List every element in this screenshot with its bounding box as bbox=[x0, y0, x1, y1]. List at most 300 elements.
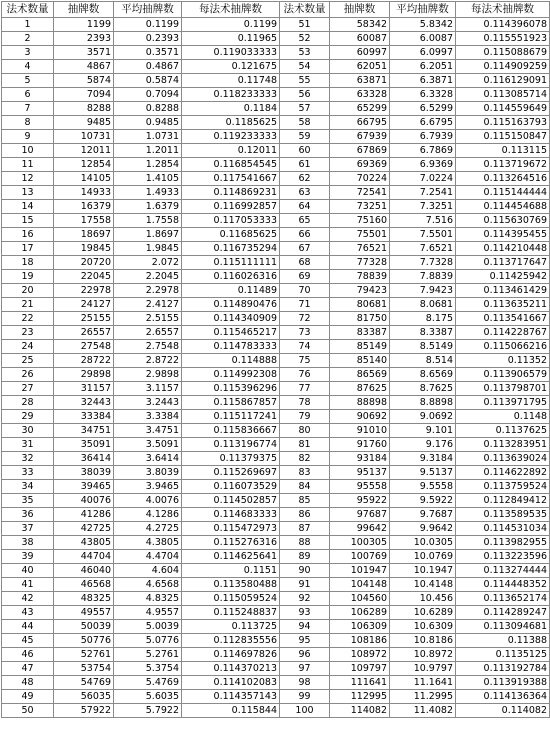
average-draw-cell: 7.0224 bbox=[390, 172, 456, 186]
draw-count-cell: 62051 bbox=[330, 60, 390, 74]
spell-count-cell: 89 bbox=[280, 550, 330, 564]
spell-draw-table bbox=[1, 1, 550, 718]
table-row bbox=[2, 144, 550, 158]
average-draw-cell: 1.2854 bbox=[114, 158, 182, 172]
draw-count-cell: 16379 bbox=[54, 200, 114, 214]
draw-per-spell-cell: 0.114228767 bbox=[456, 326, 550, 340]
spell-count-cell: 64 bbox=[280, 200, 330, 214]
draw-count-cell: 77328 bbox=[330, 256, 390, 270]
average-draw-cell: 10.456 bbox=[390, 592, 456, 606]
draw-per-spell-cell: 0.112849412 bbox=[456, 494, 550, 508]
average-draw-cell: 3.8039 bbox=[114, 466, 182, 480]
spell-count-cell: 80 bbox=[280, 424, 330, 438]
spell-count-cell: 79 bbox=[280, 410, 330, 424]
average-draw-cell: 11.2995 bbox=[390, 690, 456, 704]
average-draw-cell: 10.8186 bbox=[390, 634, 456, 648]
average-draw-cell: 11.1641 bbox=[390, 676, 456, 690]
draw-count-cell: 12854 bbox=[54, 158, 114, 172]
table-row bbox=[2, 368, 550, 382]
draw-per-spell-cell: 0.116992857 bbox=[182, 200, 280, 214]
spell-count-cell: 53 bbox=[280, 46, 330, 60]
draw-count-cell: 3571 bbox=[54, 46, 114, 60]
table-row bbox=[2, 270, 550, 284]
average-draw-cell: 7.516 bbox=[390, 214, 456, 228]
draw-per-spell-cell: 0.118233333 bbox=[182, 88, 280, 102]
draw-count-cell: 32443 bbox=[54, 396, 114, 410]
draw-count-cell: 101947 bbox=[330, 564, 390, 578]
average-draw-cell: 1.6379 bbox=[114, 200, 182, 214]
spell-count-cell: 11 bbox=[2, 158, 54, 172]
spell-count-cell: 57 bbox=[280, 102, 330, 116]
average-draw-cell: 2.7548 bbox=[114, 340, 182, 354]
draw-per-spell-cell: 0.1185625 bbox=[182, 116, 280, 130]
average-draw-cell: 10.9797 bbox=[390, 662, 456, 676]
average-draw-cell: 5.0776 bbox=[114, 634, 182, 648]
spell-count-cell: 20 bbox=[2, 284, 54, 298]
draw-count-cell: 106289 bbox=[330, 606, 390, 620]
draw-count-cell: 5874 bbox=[54, 74, 114, 88]
draw-per-spell-cell: 0.114869231 bbox=[182, 186, 280, 200]
draw-per-spell-cell: 0.114622892 bbox=[456, 466, 550, 480]
draw-count-cell: 58342 bbox=[330, 18, 390, 32]
draw-count-cell: 52761 bbox=[54, 648, 114, 662]
spell-count-cell: 72 bbox=[280, 312, 330, 326]
spell-count-cell: 4 bbox=[2, 60, 54, 74]
draw-count-cell: 67869 bbox=[330, 144, 390, 158]
draw-count-cell: 10731 bbox=[54, 130, 114, 144]
average-draw-cell: 8.5149 bbox=[390, 340, 456, 354]
average-draw-cell: 6.3871 bbox=[390, 74, 456, 88]
draw-per-spell-cell: 0.113635211 bbox=[456, 298, 550, 312]
draw-count-cell: 44704 bbox=[54, 550, 114, 564]
average-draw-cell: 10.8972 bbox=[390, 648, 456, 662]
spell-count-cell: 28 bbox=[2, 396, 54, 410]
draw-per-spell-cell: 0.11425942 bbox=[456, 270, 550, 284]
draw-per-spell-cell: 0.113192784 bbox=[456, 662, 550, 676]
average-draw-cell: 11.4082 bbox=[390, 704, 456, 718]
draw-per-spell-cell: 0.113717647 bbox=[456, 256, 550, 270]
spell-count-cell: 6 bbox=[2, 88, 54, 102]
spell-count-cell: 3 bbox=[2, 46, 54, 60]
spell-count-cell: 67 bbox=[280, 242, 330, 256]
average-draw-cell: 6.9369 bbox=[390, 158, 456, 172]
table-row bbox=[2, 592, 550, 606]
average-draw-cell: 6.0997 bbox=[390, 46, 456, 60]
spell-count-cell: 55 bbox=[280, 74, 330, 88]
average-draw-cell: 1.4933 bbox=[114, 186, 182, 200]
spell-count-cell: 84 bbox=[280, 480, 330, 494]
spell-count-cell: 73 bbox=[280, 326, 330, 340]
average-draw-cell: 10.0305 bbox=[390, 536, 456, 550]
draw-per-spell-cell: 0.116129091 bbox=[456, 74, 550, 88]
spell-count-cell: 12 bbox=[2, 172, 54, 186]
average-draw-cell: 2.6557 bbox=[114, 326, 182, 340]
draw-count-cell: 70224 bbox=[330, 172, 390, 186]
draw-per-spell-cell: 0.1151 bbox=[182, 564, 280, 578]
draw-per-spell-cell: 0.113906579 bbox=[456, 368, 550, 382]
draw-count-cell: 90692 bbox=[330, 410, 390, 424]
spell-count-cell: 44 bbox=[2, 620, 54, 634]
average-draw-cell: 6.5299 bbox=[390, 102, 456, 116]
draw-per-spell-cell: 0.114454688 bbox=[456, 200, 550, 214]
spell-count-cell: 91 bbox=[280, 578, 330, 592]
average-draw-cell: 8.3387 bbox=[390, 326, 456, 340]
table-row bbox=[2, 60, 550, 74]
draw-count-cell: 109797 bbox=[330, 662, 390, 676]
spell-count-cell: 26 bbox=[2, 368, 54, 382]
spell-count-cell: 22 bbox=[2, 312, 54, 326]
table-row bbox=[2, 424, 550, 438]
draw-count-cell: 114082 bbox=[330, 704, 390, 718]
average-draw-cell: 0.2393 bbox=[114, 32, 182, 46]
header-average-draw: 平均抽牌数 bbox=[114, 2, 182, 18]
draw-count-cell: 112995 bbox=[330, 690, 390, 704]
average-draw-cell: 7.2541 bbox=[390, 186, 456, 200]
table-row bbox=[2, 186, 550, 200]
spell-count-cell: 10 bbox=[2, 144, 54, 158]
spell-count-cell: 38 bbox=[2, 536, 54, 550]
average-draw-cell: 10.4148 bbox=[390, 578, 456, 592]
table-row bbox=[2, 508, 550, 522]
draw-per-spell-cell: 0.115867857 bbox=[182, 396, 280, 410]
draw-count-cell: 26557 bbox=[54, 326, 114, 340]
draw-count-cell: 76521 bbox=[330, 242, 390, 256]
draw-count-cell: 87625 bbox=[330, 382, 390, 396]
average-draw-cell: 6.7939 bbox=[390, 130, 456, 144]
spell-count-cell: 13 bbox=[2, 186, 54, 200]
draw-per-spell-cell: 0.113652174 bbox=[456, 592, 550, 606]
draw-per-spell-cell: 0.1184 bbox=[182, 102, 280, 116]
average-draw-cell: 1.4105 bbox=[114, 172, 182, 186]
draw-per-spell-cell: 0.116854545 bbox=[182, 158, 280, 172]
table-row bbox=[2, 578, 550, 592]
table-row bbox=[2, 494, 550, 508]
average-draw-cell: 0.1199 bbox=[114, 18, 182, 32]
draw-count-cell: 31157 bbox=[54, 382, 114, 396]
spell-count-cell: 93 bbox=[280, 606, 330, 620]
draw-per-spell-cell: 0.114890476 bbox=[182, 298, 280, 312]
table-row bbox=[2, 102, 550, 116]
draw-per-spell-cell: 0.114370213 bbox=[182, 662, 280, 676]
table-row bbox=[2, 550, 550, 564]
draw-per-spell-cell: 0.1135125 bbox=[456, 648, 550, 662]
spell-count-cell: 27 bbox=[2, 382, 54, 396]
draw-per-spell-cell: 0.1148 bbox=[456, 410, 550, 424]
spell-count-cell: 49 bbox=[2, 690, 54, 704]
spell-count-cell: 60 bbox=[280, 144, 330, 158]
average-draw-cell: 6.7869 bbox=[390, 144, 456, 158]
average-draw-cell: 0.4867 bbox=[114, 60, 182, 74]
spell-count-cell: 16 bbox=[2, 228, 54, 242]
average-draw-cell: 2.2978 bbox=[114, 284, 182, 298]
draw-per-spell-cell: 0.11379375 bbox=[182, 452, 280, 466]
spell-count-cell: 29 bbox=[2, 410, 54, 424]
draw-count-cell: 81750 bbox=[330, 312, 390, 326]
draw-count-cell: 65299 bbox=[330, 102, 390, 116]
header-spell-count: 法术数量 bbox=[2, 2, 54, 18]
spell-count-cell: 1 bbox=[2, 18, 54, 32]
average-draw-cell: 3.5091 bbox=[114, 438, 182, 452]
draw-per-spell-cell: 0.115844 bbox=[182, 704, 280, 718]
spell-count-cell: 36 bbox=[2, 508, 54, 522]
draw-count-cell: 80681 bbox=[330, 298, 390, 312]
draw-count-cell: 12011 bbox=[54, 144, 114, 158]
draw-count-cell: 39465 bbox=[54, 480, 114, 494]
draw-per-spell-cell: 0.116735294 bbox=[182, 242, 280, 256]
draw-per-spell-cell: 0.11965 bbox=[182, 32, 280, 46]
draw-count-cell: 63328 bbox=[330, 88, 390, 102]
average-draw-cell: 0.9485 bbox=[114, 116, 182, 130]
draw-count-cell: 34751 bbox=[54, 424, 114, 438]
draw-per-spell-cell: 0.113223596 bbox=[456, 550, 550, 564]
spell-count-cell: 52 bbox=[280, 32, 330, 46]
draw-per-spell-cell: 0.113719672 bbox=[456, 158, 550, 172]
average-draw-cell: 3.9465 bbox=[114, 480, 182, 494]
average-draw-cell: 9.5922 bbox=[390, 494, 456, 508]
draw-per-spell-cell: 0.114082 bbox=[456, 704, 550, 718]
draw-count-cell: 97687 bbox=[330, 508, 390, 522]
draw-count-cell: 49557 bbox=[54, 606, 114, 620]
draw-count-cell: 79423 bbox=[330, 284, 390, 298]
table-row bbox=[2, 634, 550, 648]
average-draw-cell: 10.6309 bbox=[390, 620, 456, 634]
spell-count-cell: 66 bbox=[280, 228, 330, 242]
draw-count-cell: 14933 bbox=[54, 186, 114, 200]
average-draw-cell: 1.8697 bbox=[114, 228, 182, 242]
draw-count-cell: 50776 bbox=[54, 634, 114, 648]
draw-count-cell: 41286 bbox=[54, 508, 114, 522]
draw-count-cell: 40076 bbox=[54, 494, 114, 508]
table-row bbox=[2, 648, 550, 662]
draw-per-spell-cell: 0.116026316 bbox=[182, 270, 280, 284]
table-row bbox=[2, 88, 550, 102]
draw-count-cell: 18697 bbox=[54, 228, 114, 242]
average-draw-cell: 9.9642 bbox=[390, 522, 456, 536]
average-draw-cell: 2.4127 bbox=[114, 298, 182, 312]
draw-per-spell-cell: 0.114909259 bbox=[456, 60, 550, 74]
spell-count-cell: 17 bbox=[2, 242, 54, 256]
spell-count-cell: 81 bbox=[280, 438, 330, 452]
draw-count-cell: 57922 bbox=[54, 704, 114, 718]
spell-count-cell: 19 bbox=[2, 270, 54, 284]
average-draw-cell: 2.072 bbox=[114, 256, 182, 270]
draw-count-cell: 43805 bbox=[54, 536, 114, 550]
spell-count-cell: 45 bbox=[2, 634, 54, 648]
draw-per-spell-cell: 0.114396078 bbox=[456, 18, 550, 32]
draw-per-spell-cell: 0.113274444 bbox=[456, 564, 550, 578]
draw-count-cell: 78839 bbox=[330, 270, 390, 284]
spell-count-cell: 58 bbox=[280, 116, 330, 130]
draw-count-cell: 27548 bbox=[54, 340, 114, 354]
draw-count-cell: 22978 bbox=[54, 284, 114, 298]
spell-count-cell: 77 bbox=[280, 382, 330, 396]
table-row bbox=[2, 690, 550, 704]
draw-per-spell-cell: 0.115163793 bbox=[456, 116, 550, 130]
spell-count-cell: 97 bbox=[280, 662, 330, 676]
draw-count-cell: 53754 bbox=[54, 662, 114, 676]
average-draw-cell: 5.0039 bbox=[114, 620, 182, 634]
draw-count-cell: 86569 bbox=[330, 368, 390, 382]
draw-per-spell-cell: 0.115276316 bbox=[182, 536, 280, 550]
draw-count-cell: 95137 bbox=[330, 466, 390, 480]
spell-count-cell: 70 bbox=[280, 284, 330, 298]
draw-per-spell-cell: 0.119033333 bbox=[182, 46, 280, 60]
draw-per-spell-cell: 0.113639024 bbox=[456, 452, 550, 466]
draw-per-spell-cell: 0.115248837 bbox=[182, 606, 280, 620]
average-draw-cell: 10.0769 bbox=[390, 550, 456, 564]
draw-count-cell: 42725 bbox=[54, 522, 114, 536]
table-row bbox=[2, 466, 550, 480]
draw-count-cell: 14105 bbox=[54, 172, 114, 186]
draw-count-cell: 48325 bbox=[54, 592, 114, 606]
header-draw-count-2: 抽牌数 bbox=[330, 2, 390, 18]
table-row bbox=[2, 354, 550, 368]
average-draw-cell: 9.5137 bbox=[390, 466, 456, 480]
average-draw-cell: 8.514 bbox=[390, 354, 456, 368]
draw-per-spell-cell: 0.114102083 bbox=[182, 676, 280, 690]
table-row bbox=[2, 522, 550, 536]
average-draw-cell: 3.1157 bbox=[114, 382, 182, 396]
table-body bbox=[2, 18, 550, 718]
table-row bbox=[2, 32, 550, 46]
draw-count-cell: 83387 bbox=[330, 326, 390, 340]
table-row bbox=[2, 298, 550, 312]
spell-count-cell: 5 bbox=[2, 74, 54, 88]
header-draw-count: 抽牌数 bbox=[54, 2, 114, 18]
draw-count-cell: 95922 bbox=[330, 494, 390, 508]
draw-per-spell-cell: 0.115465217 bbox=[182, 326, 280, 340]
average-draw-cell: 7.6521 bbox=[390, 242, 456, 256]
spell-count-cell: 83 bbox=[280, 466, 330, 480]
draw-per-spell-cell: 0.115396296 bbox=[182, 382, 280, 396]
draw-per-spell-cell: 0.11352 bbox=[456, 354, 550, 368]
table-row bbox=[2, 130, 550, 144]
draw-per-spell-cell: 0.113971795 bbox=[456, 396, 550, 410]
draw-per-spell-cell: 0.113580488 bbox=[182, 578, 280, 592]
spell-count-cell: 42 bbox=[2, 592, 54, 606]
table-row bbox=[2, 256, 550, 270]
spell-count-cell: 47 bbox=[2, 662, 54, 676]
average-draw-cell: 8.8898 bbox=[390, 396, 456, 410]
draw-per-spell-cell: 0.113725 bbox=[182, 620, 280, 634]
draw-count-cell: 111641 bbox=[330, 676, 390, 690]
average-draw-cell: 1.0731 bbox=[114, 130, 182, 144]
spell-count-cell: 87 bbox=[280, 522, 330, 536]
average-draw-cell: 4.9557 bbox=[114, 606, 182, 620]
spell-count-cell: 51 bbox=[280, 18, 330, 32]
draw-per-spell-cell: 0.11388 bbox=[456, 634, 550, 648]
spell-count-cell: 63 bbox=[280, 186, 330, 200]
draw-count-cell: 108186 bbox=[330, 634, 390, 648]
draw-per-spell-cell: 0.112835556 bbox=[182, 634, 280, 648]
average-draw-cell: 5.7922 bbox=[114, 704, 182, 718]
draw-per-spell-cell: 0.114783333 bbox=[182, 340, 280, 354]
table-row bbox=[2, 242, 550, 256]
header-average-draw-2: 平均抽牌数 bbox=[390, 2, 456, 18]
draw-count-cell: 100305 bbox=[330, 536, 390, 550]
average-draw-cell: 9.7687 bbox=[390, 508, 456, 522]
table-row bbox=[2, 396, 550, 410]
draw-count-cell: 85149 bbox=[330, 340, 390, 354]
draw-count-cell: 60997 bbox=[330, 46, 390, 60]
draw-count-cell: 29898 bbox=[54, 368, 114, 382]
average-draw-cell: 8.0681 bbox=[390, 298, 456, 312]
draw-per-spell-cell: 0.114210448 bbox=[456, 242, 550, 256]
table-row bbox=[2, 18, 550, 32]
draw-per-spell-cell: 0.119233333 bbox=[182, 130, 280, 144]
draw-count-cell: 106309 bbox=[330, 620, 390, 634]
draw-count-cell: 35091 bbox=[54, 438, 114, 452]
draw-per-spell-cell: 0.114395455 bbox=[456, 228, 550, 242]
draw-per-spell-cell: 0.11489 bbox=[182, 284, 280, 298]
spell-count-cell: 9 bbox=[2, 130, 54, 144]
spell-count-cell: 96 bbox=[280, 648, 330, 662]
draw-count-cell: 63871 bbox=[330, 74, 390, 88]
draw-per-spell-cell: 0.117053333 bbox=[182, 214, 280, 228]
draw-count-cell: 73251 bbox=[330, 200, 390, 214]
spell-count-cell: 32 bbox=[2, 452, 54, 466]
spell-count-cell: 8 bbox=[2, 116, 54, 130]
average-draw-cell: 4.604 bbox=[114, 564, 182, 578]
draw-per-spell-cell: 0.1137625 bbox=[456, 424, 550, 438]
draw-per-spell-cell: 0.115150847 bbox=[456, 130, 550, 144]
average-draw-cell: 2.5155 bbox=[114, 312, 182, 326]
spell-count-cell: 98 bbox=[280, 676, 330, 690]
draw-count-cell: 9485 bbox=[54, 116, 114, 130]
spell-count-cell: 15 bbox=[2, 214, 54, 228]
draw-count-cell: 100769 bbox=[330, 550, 390, 564]
average-draw-cell: 1.7558 bbox=[114, 214, 182, 228]
average-draw-cell: 10.1947 bbox=[390, 564, 456, 578]
spell-count-cell: 61 bbox=[280, 158, 330, 172]
spell-count-cell: 34 bbox=[2, 480, 54, 494]
average-draw-cell: 7.8839 bbox=[390, 270, 456, 284]
spell-count-cell: 62 bbox=[280, 172, 330, 186]
spell-count-cell: 56 bbox=[280, 88, 330, 102]
table-row bbox=[2, 606, 550, 620]
draw-count-cell: 1199 bbox=[54, 18, 114, 32]
average-draw-cell: 5.8342 bbox=[390, 18, 456, 32]
spell-count-cell: 75 bbox=[280, 354, 330, 368]
spell-count-cell: 94 bbox=[280, 620, 330, 634]
average-draw-cell: 4.6568 bbox=[114, 578, 182, 592]
draw-per-spell-cell: 0.115111111 bbox=[182, 256, 280, 270]
spell-count-cell: 33 bbox=[2, 466, 54, 480]
average-draw-cell: 9.176 bbox=[390, 438, 456, 452]
average-draw-cell: 7.7328 bbox=[390, 256, 456, 270]
draw-count-cell: 85140 bbox=[330, 354, 390, 368]
draw-count-cell: 33384 bbox=[54, 410, 114, 424]
table-row bbox=[2, 46, 550, 60]
spell-count-cell: 88 bbox=[280, 536, 330, 550]
draw-count-cell: 95558 bbox=[330, 480, 390, 494]
draw-count-cell: 99642 bbox=[330, 522, 390, 536]
table-row bbox=[2, 340, 550, 354]
average-draw-cell: 3.6414 bbox=[114, 452, 182, 466]
spell-count-cell: 31 bbox=[2, 438, 54, 452]
draw-per-spell-cell: 0.115269697 bbox=[182, 466, 280, 480]
table-row bbox=[2, 480, 550, 494]
average-draw-cell: 3.3384 bbox=[114, 410, 182, 424]
table-row bbox=[2, 676, 550, 690]
spell-count-cell: 100 bbox=[280, 704, 330, 718]
draw-count-cell: 2393 bbox=[54, 32, 114, 46]
spell-count-cell: 54 bbox=[280, 60, 330, 74]
header-row bbox=[2, 2, 550, 18]
spell-count-cell: 35 bbox=[2, 494, 54, 508]
average-draw-cell: 5.6035 bbox=[114, 690, 182, 704]
draw-per-spell-cell: 0.1199 bbox=[182, 18, 280, 32]
